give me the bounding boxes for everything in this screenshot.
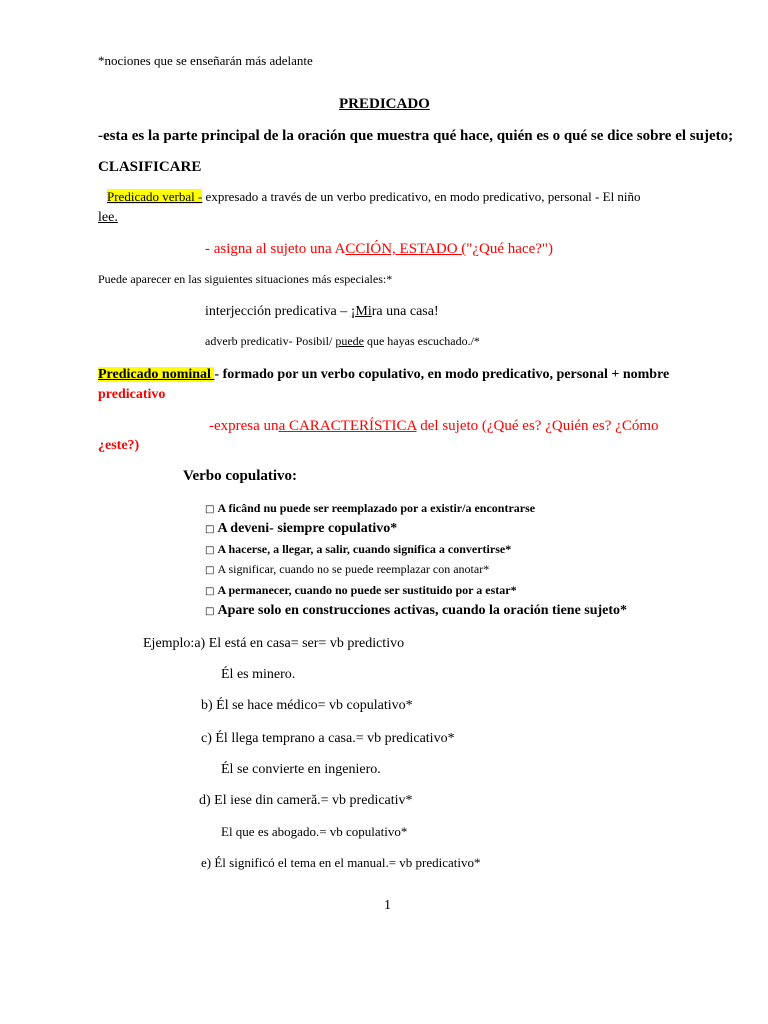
example-line: El que es abogado.= vb copulativo* — [221, 824, 408, 839]
footnote-note: *nociones que se enseñarán más adelante — [98, 53, 313, 68]
nominal-predicate-text: - formado por un verbo copulativo, en modo predicativo, personal + nombre — [214, 367, 670, 382]
assign-part-b: CCIÓN, ESTADO ( — [345, 241, 467, 257]
verbal-assign-line — [205, 241, 553, 258]
adverb-line — [205, 335, 480, 349]
copulative-item: □ A hacerse, a llegar, a salir, cuando significa a convertirse* — [205, 542, 512, 556]
checkbox-bullet-icon: □ — [205, 565, 215, 576]
adverb-part-c: que hayas escuchado./* — [363, 334, 480, 348]
interjection-line — [205, 304, 439, 320]
page-title: PREDICADO — [339, 96, 430, 112]
assign-part-a: - asigna al sujeto una A — [205, 241, 346, 257]
adverb-part-a: adverb predicativ- Posibil/ — [205, 334, 336, 348]
example-line: c) Él llega temprano a casa.= vb predicativo* — [201, 731, 455, 746]
nominal-express-line2: ¿este?) — [98, 438, 140, 453]
verbal-predicate-text: expresado a través de un verbo predicativo, en modo predicativo, personal - El niño — [202, 189, 641, 204]
checkbox-bullet-icon: □ — [205, 504, 215, 515]
example-line: Él se convierte en ingeniero. — [221, 762, 381, 777]
nominal-predicate-line — [98, 367, 669, 383]
interj-part-c: ra una casa! — [371, 304, 439, 319]
adverb-part-b: puede — [335, 334, 364, 348]
assign-part-c: "¿Qué hace?") — [466, 241, 554, 257]
checkbox-bullet-icon: □ — [205, 545, 215, 556]
verbal-predicate-line — [107, 190, 641, 205]
copulative-item: □ Apare solo en construcciones activas, cuando la oración tiene sujeto* — [205, 603, 628, 618]
nominal-predicate-text2: predicativo — [98, 387, 166, 402]
checkbox-bullet-icon: □ — [205, 606, 215, 617]
copulative-heading: Verbo copulativo: — [183, 468, 298, 484]
nominal-predicate-label: Predicado nominal — [98, 367, 215, 382]
verbal-example: lee. — [98, 210, 118, 225]
interj-part-b: ¡Mi — [350, 304, 372, 319]
example-line: e) Él significó el tema en el manual.= vb predicativo* — [201, 855, 481, 870]
verbal-predicate-label: Predicado verbal - — [107, 189, 203, 204]
copulative-item: □ A deveni- siempre copulativo* — [205, 521, 398, 536]
interj-part-a: interjección predicativa – — [205, 304, 351, 319]
example-line: b) Él se hace médico= vb copulativo* — [201, 698, 413, 713]
copulative-item: □ A significar, cuando no se puede reemplazar con anotar* — [205, 562, 490, 576]
page-number: 1 — [384, 898, 391, 913]
definition-text: -esta es la parte principal de la oración que muestra qué hace, quién es o qué se dice sobre el sujeto; — [98, 128, 734, 144]
nominal-express-line — [209, 418, 659, 435]
express-part-b: a CARACTERÍSTICA — [278, 418, 417, 434]
express-part-c: del sujeto (¿Qué es? ¿Quién es? ¿Cómo — [416, 418, 659, 434]
example-line: Él es minero. — [221, 667, 296, 682]
example-line: d) El iese din cameră.= vb predicativ* — [199, 793, 413, 808]
express-part-a: -expresa un — [209, 418, 279, 434]
example-line: Ejemplo:a) El está en casa= ser= vb predictivo — [143, 636, 405, 651]
copulative-item: □ A ficând nu puede ser reemplazado por a existir/a encontrarse — [205, 501, 536, 515]
special-intro: Puede aparecer en las siguientes situaciones más especiales:* — [98, 272, 393, 286]
checkbox-bullet-icon: □ — [205, 524, 215, 535]
copulative-item: □ A permanecer, cuando no puede ser sustituido por a estar* — [205, 583, 517, 597]
checkbox-bullet-icon: □ — [205, 586, 215, 597]
classify-heading: CLASIFICARE — [98, 159, 202, 175]
